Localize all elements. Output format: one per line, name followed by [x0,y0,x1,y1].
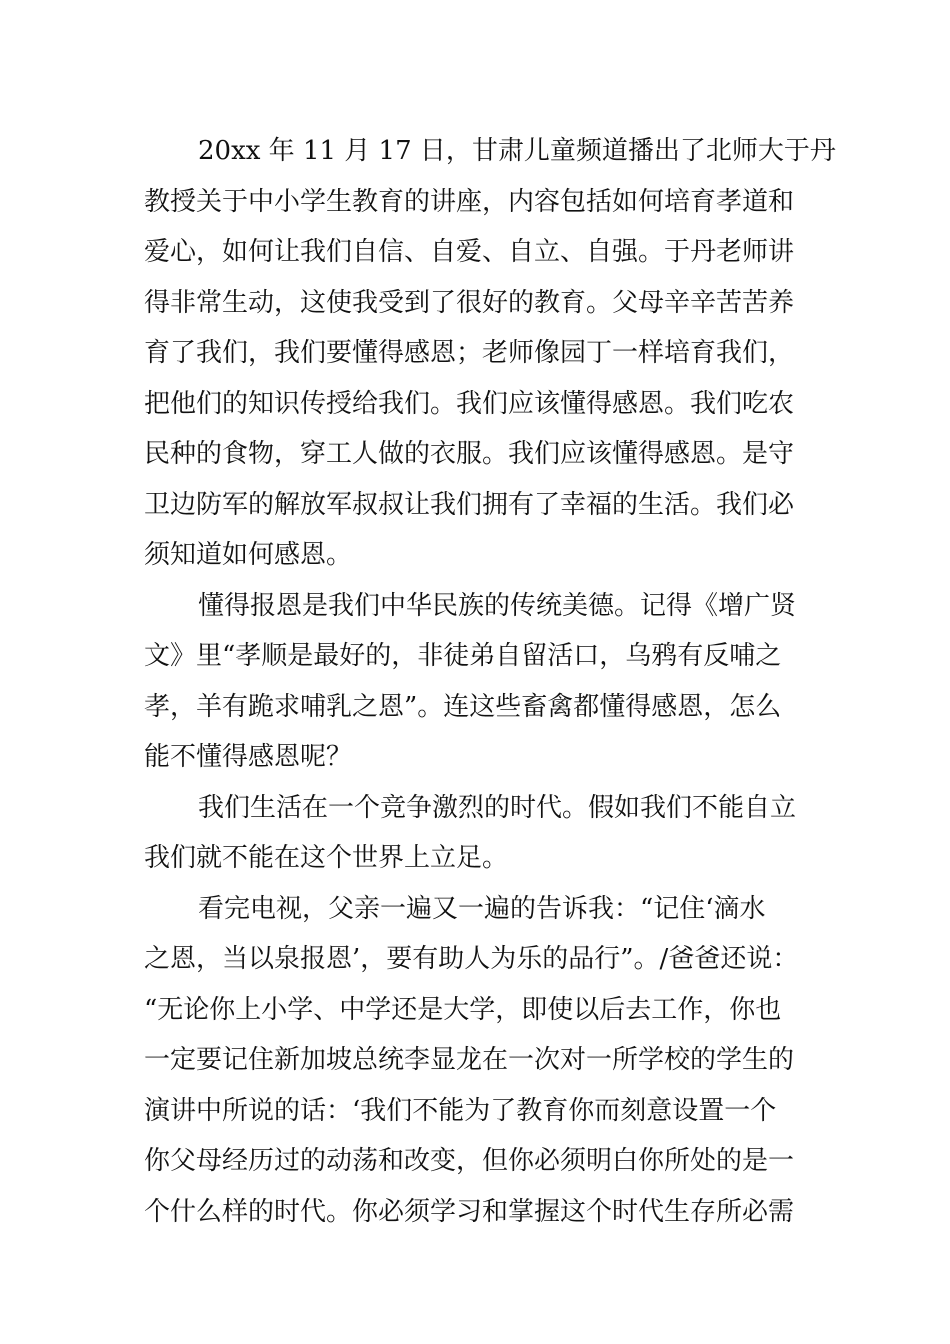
text-line: “无论你上小学、中学还是大学，即使以后去工作，你也 [144,994,782,1025]
paragraph-4 [144,884,806,1238]
text-line: 你父母经历过的动荡和改变，但你必须明白你所处的是一 [144,1146,795,1176]
text-line: 爱心，如何让我们自信、自爱、自立、自强。于丹老师讲 [144,237,795,267]
text-line: 20xx 年 11 月 17 日，甘肃儿童频道播出了北师大于丹 [198,136,836,166]
paragraph-3 [144,783,806,884]
text-line: 能不懂得感恩呢？ [144,742,353,772]
text-line: 演讲中所说的话：‘我们不能为了教育你而刻意设置一个 [144,1095,777,1126]
text-line: 之恩，当以泉报恩’，要有助人为乐的品行”。/爸爸还说： [144,944,799,974]
text-line: 得非常生动，这使我受到了很好的教育。父母辛辛苦苦养 [144,287,795,318]
text-line: 看完电视，父亲一遍又一遍的告诉我：“记住‘滴水 [198,893,766,924]
text-line: 教授关于中小学生教育的讲座，内容包括如何培育孝道和 [144,186,795,217]
text-line: 我们就不能在这个世界上立足。 [144,843,509,873]
text-line: 把他们的知识传授给我们。我们应该懂得感恩。我们吃农 [144,388,795,419]
text-line: 民种的食物，穿工人做的衣服。我们应该懂得感恩。是守 [144,439,795,469]
text-line: 懂得报恩是我们中华民族的传统美德。记得《增广贤 [198,590,797,621]
text-line: 孝，羊有跪求哺乳之恩”。连这些畜禽都懂得感恩，怎么 [144,691,782,722]
paragraph-2 [144,581,806,783]
text-line: 文》里“孝顺是最好的，非徒弟自留活口，乌鸦有反哺之 [144,641,782,671]
text-line: 我们生活在一个竞争激烈的时代。假如我们不能自立 [198,792,797,823]
text-line: 卫边防军的解放军叔叔让我们拥有了幸福的生活。我们必 [144,489,795,520]
text-line: 一定要记住新加坡总统李显龙在一次对一所学校的学生的 [144,1045,795,1075]
text-line: 个什么样的时代。你必须学习和掌握这个时代生存所必需 [144,1196,795,1227]
text-line: 育了我们，我们要懂得感恩；老师像园丁一样培育我们， [144,338,795,368]
text-line: 须知道如何感恩。 [144,540,353,570]
paragraph-1 [144,126,836,581]
body-text [144,126,836,1237]
